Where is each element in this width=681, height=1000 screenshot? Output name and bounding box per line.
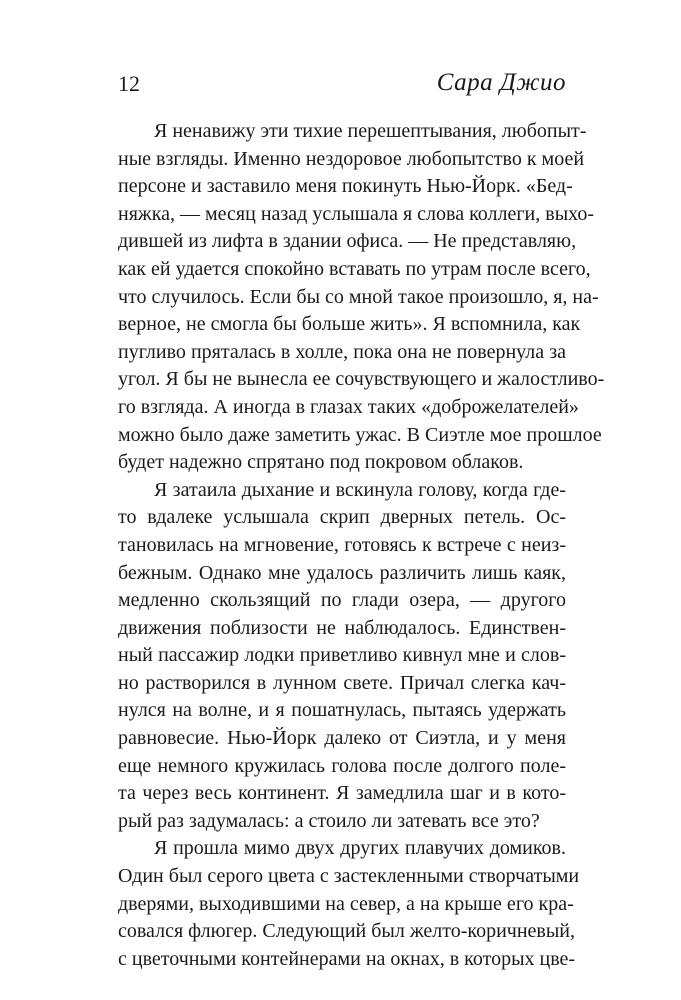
text-line: пугливо пряталась в холле, пока она не повернула за — [118, 340, 566, 363]
text-line: Я затаила дыхание и вскинула голову, когда где- — [154, 478, 566, 501]
paragraph — [118, 477, 566, 836]
text-line: можно было даже заметить ужас. В Сиэтле мое прошлое — [118, 423, 602, 446]
text-line: ный пассажир лодки приветливо кивнул мне и слов- — [118, 644, 566, 667]
text-line: но растворился в лунном свете. Причал слегка кач- — [118, 671, 566, 694]
text-line: движения поблизости не наблюдалось. Единствен- — [118, 616, 566, 639]
text-line: с цветочными контейнерами на окнах, в которых цве- — [118, 947, 576, 970]
text-line: равновесие. Нью-Йорк далеко от Сиэтла, и у меня — [118, 727, 566, 750]
text-line: совался флюгер. Следующий был желто-коричневый, — [118, 920, 575, 943]
running-head-author: Сара Джио — [436, 69, 566, 96]
text-line: Один был серого цвета с застекленными створчатыми — [118, 865, 580, 888]
text-line: персоне и заставило меня покинуть Нью-Йорк. «Бед- — [118, 175, 573, 198]
text-line: угол. Я бы не вынесла ее сочувствующего и жалостливо- — [118, 368, 605, 391]
paragraph — [118, 835, 580, 973]
page-number: 12 — [118, 71, 140, 96]
text-line: дверями, выходившими на север, а на крыше его кра- — [118, 892, 574, 915]
text-line: медленно скользящий по глади озера, — другого — [118, 589, 566, 612]
text-line: та через весь континент. Я замедлила шаг и в кото- — [118, 782, 566, 805]
book-page — [118, 66, 605, 973]
text-line: ные взгляды. Именно нездоровое любопытство к моей — [118, 147, 585, 170]
text-line: то вдалеке услышала скрип дверных петель. Ос- — [118, 506, 566, 529]
text-line: бежным. Однако мне удалось различить лишь каяк, — [118, 561, 566, 584]
text-line: верное, не смогла бы больше жить». Я вспомнила, как — [118, 313, 581, 336]
page-header — [118, 66, 566, 106]
text-line: дившей из лифта в здании офиса. — Не представляю, — [118, 230, 577, 253]
body-text — [118, 118, 605, 973]
text-line: как ей удается спокойно вставать по утрам после всего, — [118, 257, 591, 280]
text-line: еще немного кружилась голова после долгого поле- — [118, 754, 566, 777]
text-line: го взгляда. А иногда в глазах таких «доброжелателей» — [118, 395, 579, 418]
text-line: рый раз задумалась: а стоило ли затевать все это? — [118, 809, 540, 832]
text-line: тановилась на мгновение, готовясь к встрече с неиз- — [118, 533, 566, 556]
text-line: нулся на волне, и я пошатнулась, пытаясь удержать — [118, 699, 566, 722]
paragraph — [118, 118, 605, 477]
text-line: няжка, — месяц назад услышала я слова коллеги, выхо- — [118, 202, 595, 225]
text-line: Я прошла мимо двух других плавучих домиков. — [154, 837, 566, 860]
text-line: что случилось. Если бы со мной такое произошло, я, на- — [118, 285, 599, 308]
text-line: будет надежно спрятано под покровом облаков. — [118, 451, 524, 474]
text-line: Я ненавижу эти тихие перешептывания, любопыт- — [154, 120, 587, 142]
